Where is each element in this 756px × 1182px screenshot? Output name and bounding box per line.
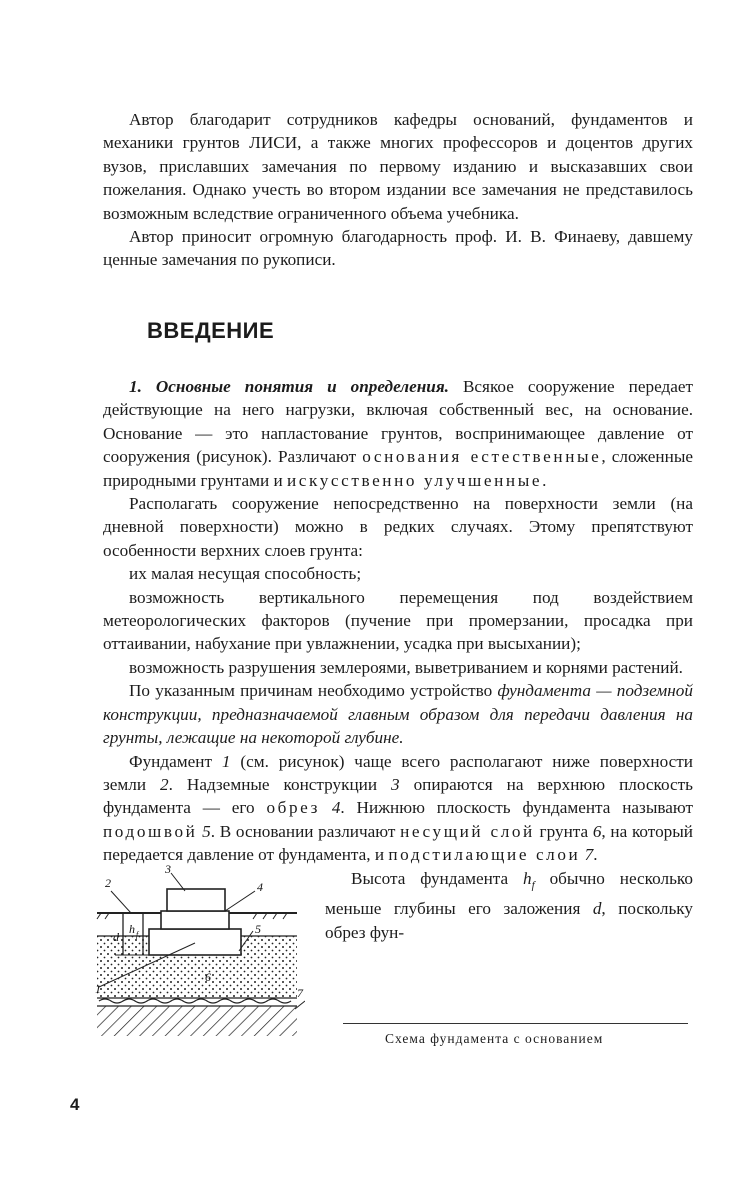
spaced-term: несущий слой bbox=[400, 821, 535, 841]
intro-section bbox=[95, 375, 694, 1047]
underlying-layer bbox=[97, 1006, 297, 1036]
fig-label-6: 6 bbox=[205, 969, 211, 984]
spaced-term: обрез bbox=[266, 798, 320, 818]
section-1-title: 1. Основные понятия и определения. bbox=[129, 377, 449, 396]
text-beside-figure bbox=[325, 867, 693, 945]
fig-label-7: 7 bbox=[297, 985, 303, 1000]
spaced-term: подошвой bbox=[103, 821, 198, 841]
fig-label-h: h bbox=[129, 921, 135, 936]
section-1-paragraph: 1. Основные понятия и определения. Всякое сооружение передает действующие на него нагрузки, включая собственный вес, на основание. Основание — это напластование грунтов, воспринимающее давление от сооружения (рисунок). Различают основания естественные, сложенные природными грунтами и искусственно улучшенные. bbox=[103, 377, 693, 490]
figure-caption: Схема фундамента с основанием bbox=[385, 1030, 604, 1046]
paragraph-surface: Располагать сооружение непосредственно на поверхности земли (на дневной поверхности) можно в редких случаях. Этому препятствуют особенности верхних слоев грунта: bbox=[103, 494, 693, 560]
fig-label-2: 2 bbox=[105, 875, 111, 890]
fig-label-3: 3 bbox=[165, 861, 171, 876]
definition: фундамента — подземной конструкции, предназначаемой главным образом для передачи давления на грунты, лежащие на некоторой глубине. bbox=[103, 681, 693, 748]
paragraph-parts: Фундамент 1 (см. рисунок) чаще всего располагают ниже поверхности земли 2. Надземные конструкции 3 опираются на верхнюю плоскость фундамента — его обрез 4. Нижнюю плоскость фундамента называют подошвой 5. В основании различают несущий слой грунта 6, на который передается давление от фундамента, и подстилающие слои 7. bbox=[103, 751, 694, 865]
spaced-term: искусственно улучшенные bbox=[286, 470, 543, 490]
spaced-term: подстилающие слои bbox=[388, 845, 581, 865]
spaced-term: основания естественные bbox=[362, 447, 602, 467]
foundation-diagram bbox=[85, 861, 305, 1041]
paragraph-foundation-def: По указанным причинам необходимо устройство фундамента — подземной конструкции, предназначаемой главным образом для передачи давления на грунты, лежащие на некоторой глубине. bbox=[103, 681, 693, 748]
ack-paragraph-2: Автор приносит огромную благодарность проф. И. В. Финаеву, давшему ценные замечания по рукописи. bbox=[103, 227, 693, 270]
list-item: возможность вертикального перемещения под воздействием метеорологических факторов (пучение при промерзании, просадка при оттаивании, набухание при увлажнении, усадка при высыхании); bbox=[103, 587, 693, 654]
caption-rule bbox=[343, 1023, 688, 1024]
list-item: их малая несущая способность; bbox=[129, 564, 362, 584]
list-item: возможность разрушения землероями, выветриванием и корнями растений. bbox=[129, 657, 683, 677]
fig-label-4: 4 bbox=[257, 879, 263, 894]
figure-row bbox=[95, 861, 693, 1047]
ack-paragraph-1: Автор благодарит сотрудников кафедры оснований, фундаментов и механики грунтов ЛИСИ, а также многих профессоров и доцентов других вузов, приславших замечания по первому изданию и высказавших свои пожелания. Однако учесть во втором издании все замечания не представилось возможным вследствие ограниченного объема учебника. bbox=[103, 110, 693, 223]
section-heading: ВВЕДЕНИЕ bbox=[147, 318, 275, 343]
page-body bbox=[95, 108, 694, 1046]
fig-label-1: 1 bbox=[95, 981, 101, 996]
page-number: 4 bbox=[70, 1095, 80, 1114]
paragraph-height: Высота фундамента $h_f$ обычно несколько меньше глубины его заложения d, поскольку обрез фун- bbox=[325, 868, 693, 942]
fig-label-hsub: f bbox=[136, 929, 139, 939]
fig-label-d: d bbox=[113, 929, 119, 944]
fig-label-5: 5 bbox=[255, 921, 261, 936]
